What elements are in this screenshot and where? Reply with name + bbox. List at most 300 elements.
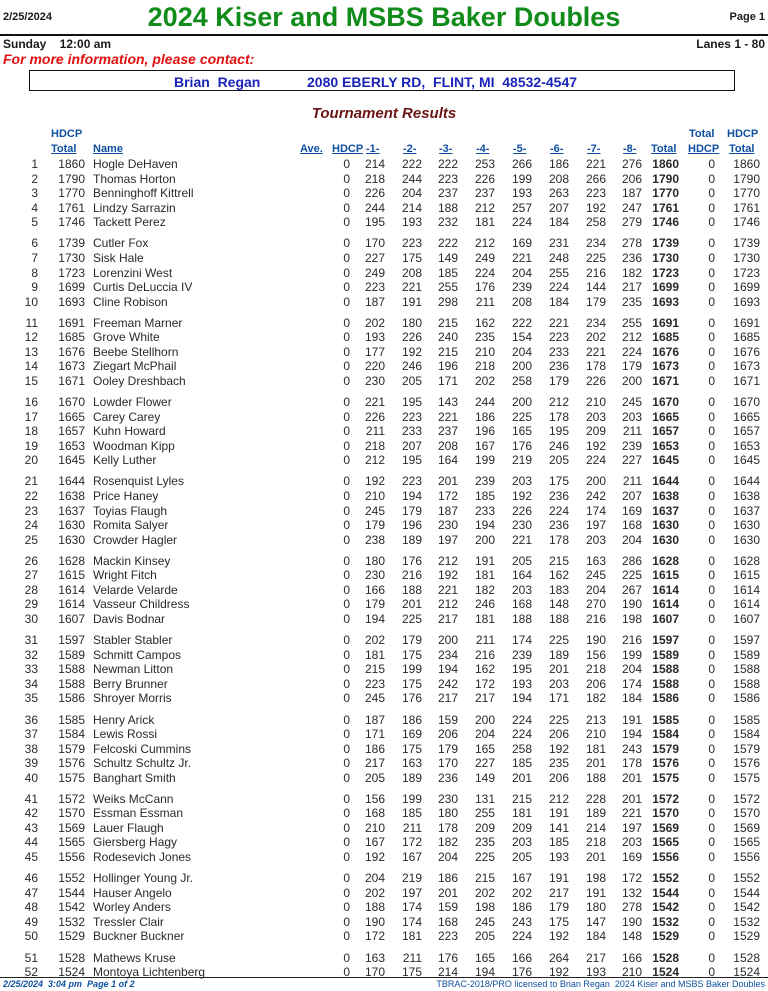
cell-hdcp: 0 [343, 806, 350, 821]
cell-total: 1576 [652, 756, 679, 771]
lanes-range: Lanes 1 - 80 [696, 37, 765, 51]
table-row [0, 295, 768, 309]
cell-total: 1588 [652, 676, 679, 691]
cell-game-7: 201 [585, 850, 606, 864]
cell-game-3: 232 [437, 215, 458, 230]
cell-total-hdcp: 0 [708, 612, 715, 626]
cell-game-4: 181 [474, 568, 495, 583]
cell-game-2: 233 [401, 424, 422, 439]
cell-game-4: 194 [474, 965, 495, 980]
cell-game-7: 200 [585, 474, 606, 489]
cell-game-3: 196 [437, 359, 458, 374]
cell-game-8: 194 [621, 727, 642, 741]
cell-game-1: 215 [364, 662, 385, 677]
cell-game-6: 179 [548, 900, 569, 915]
cell-rank: 43 [24, 820, 38, 835]
cell-game-2: 222 [401, 157, 422, 171]
cell-total-hdcp: 0 [708, 791, 715, 806]
cell-game-3: 298 [437, 294, 458, 309]
cell-game-6: 189 [548, 647, 569, 662]
cell-hdcp-total: 1685 [58, 330, 85, 345]
cell-game-8: 212 [621, 330, 642, 345]
table-row [0, 533, 768, 547]
cell-rank: 48 [24, 900, 38, 915]
cell-game-4: 172 [474, 676, 495, 691]
cell-game-6: 217 [548, 885, 569, 900]
cell-hdcp-total: 1673 [58, 359, 85, 374]
cell-team-name: Worley Anders [93, 900, 171, 915]
cell-game-6: 224 [548, 280, 569, 294]
cell-hdcp: 0 [343, 885, 350, 900]
cell-hdcp-total: 1630 [58, 518, 85, 533]
cell-game-2: 199 [401, 791, 422, 806]
cell-game-8: 178 [621, 756, 642, 771]
cell-game-6: 178 [548, 409, 569, 424]
cell-game-3: 242 [437, 676, 458, 691]
cell-team-name: Grove White [93, 330, 160, 345]
cell-game-7: 144 [585, 280, 606, 294]
cell-game-1: 172 [364, 929, 385, 944]
cell-game-7: 178 [585, 359, 606, 374]
cell-hdcp-total: 1532 [58, 914, 85, 929]
cell-game-2: 192 [401, 344, 422, 359]
cell-game-8: 279 [621, 215, 642, 230]
cell-game-2: 205 [401, 373, 422, 388]
cell-game-4: 181 [474, 612, 495, 626]
cell-team-name: Lorenzini West [93, 265, 173, 280]
cell-game-5: 243 [511, 914, 532, 929]
table-row [0, 215, 768, 229]
cell-hdcp-total-final: 1761 [733, 200, 760, 215]
cell-rank: 30 [24, 612, 38, 626]
cell-game-6: 148 [548, 597, 569, 612]
cell-game-6: 141 [548, 820, 569, 835]
cell-total-hdcp: 0 [708, 215, 715, 230]
cell-hdcp: 0 [343, 900, 350, 915]
cell-hdcp-total-final: 1670 [733, 395, 760, 410]
cell-game-3: 188 [437, 200, 458, 215]
cell-game-7: 225 [585, 250, 606, 265]
cell-total: 1630 [652, 518, 679, 533]
cell-game-7: 234 [585, 315, 606, 330]
cell-game-8: 211 [622, 424, 642, 439]
cell-game-2: 216 [401, 568, 422, 583]
cell-game-6: 185 [548, 835, 569, 850]
cell-game-4: 210 [474, 344, 495, 359]
cell-game-3: 212 [437, 553, 458, 568]
cell-team-name: Price Haney [93, 488, 159, 503]
cell-game-5: 258 [511, 373, 532, 388]
table-row [0, 951, 768, 965]
cell-rank: 20 [24, 453, 38, 468]
cell-hdcp-total: 1584 [58, 727, 85, 741]
cell-game-6: 205 [548, 453, 569, 468]
cell-hdcp-total: 1570 [58, 806, 85, 821]
cell-game-5: 167 [511, 871, 532, 886]
cell-hdcp-total: 1585 [58, 712, 85, 727]
col-game-8: -8- [623, 143, 637, 155]
cell-team-name: Tackett Perez [93, 215, 166, 230]
table-row [0, 929, 768, 943]
cell-hdcp: 0 [343, 359, 350, 374]
cell-game-3: 164 [437, 453, 458, 468]
table-row [0, 792, 768, 806]
cell-total-hdcp: 0 [708, 568, 715, 583]
cell-game-4: 186 [474, 409, 495, 424]
cell-game-6: 236 [548, 359, 569, 374]
cell-hdcp: 0 [343, 950, 350, 965]
cell-game-4: 255 [474, 806, 495, 821]
cell-total-hdcp: 0 [708, 741, 715, 756]
cell-game-5: 204 [511, 344, 532, 359]
cell-game-1: 212 [364, 453, 385, 468]
cell-game-4: 235 [474, 835, 495, 850]
cell-game-3: 237 [437, 424, 458, 439]
cell-game-2: 188 [401, 582, 422, 597]
footer-divider [0, 977, 768, 978]
cell-rank: 14 [24, 359, 38, 374]
cell-game-3: 214 [437, 965, 458, 980]
cell-hdcp-total: 1588 [58, 676, 85, 691]
cell-game-5: 239 [511, 647, 532, 662]
cell-game-2: 163 [401, 756, 422, 771]
cell-game-4: 204 [474, 727, 495, 741]
col-game-4: -4- [476, 143, 490, 155]
cell-game-6: 223 [548, 330, 569, 345]
cell-game-4: 149 [474, 770, 495, 785]
cell-game-3: 159 [437, 900, 458, 915]
cell-total-hdcp: 0 [708, 582, 715, 597]
cell-game-6: 233 [548, 344, 569, 359]
cell-hdcp-total-final: 1685 [733, 330, 760, 345]
cell-game-1: 223 [364, 280, 385, 294]
cell-hdcp-total-final: 1645 [733, 453, 760, 468]
cell-hdcp-total-final: 1790 [733, 171, 760, 186]
cell-game-1: 210 [364, 820, 385, 835]
cell-total: 1597 [652, 633, 679, 648]
cell-game-1: 187 [364, 712, 385, 727]
cell-game-1: 186 [364, 741, 385, 756]
cell-hdcp: 0 [343, 315, 350, 330]
cell-game-3: 208 [437, 438, 458, 453]
cell-game-3: 185 [437, 265, 458, 280]
cell-game-4: 165 [474, 950, 495, 965]
cell-game-6: 178 [548, 532, 569, 547]
cell-game-7: 198 [585, 871, 606, 886]
cell-game-1: 179 [364, 597, 385, 612]
cell-game-2: 189 [401, 532, 422, 547]
cell-hdcp-total-final: 1544 [733, 885, 760, 900]
cell-game-3: 197 [437, 532, 458, 547]
cell-hdcp-total: 1665 [58, 409, 85, 424]
cell-game-1: 181 [364, 647, 385, 662]
cell-game-1: 156 [364, 791, 385, 806]
cell-total: 1653 [652, 438, 679, 453]
col-hdcp-total-bottom: Total [51, 143, 77, 155]
cell-game-2: 175 [401, 741, 422, 756]
table-row [0, 410, 768, 424]
cell-hdcp-total-final: 1860 [733, 157, 760, 171]
cell-hdcp-total-final: 1746 [733, 215, 760, 230]
cell-game-2: 219 [401, 871, 422, 886]
cell-total: 1730 [652, 250, 679, 265]
cell-game-5: 176 [511, 438, 532, 453]
cell-rank: 4 [31, 200, 38, 215]
cell-game-5: 224 [511, 727, 532, 741]
cell-game-2: 180 [401, 315, 422, 330]
cell-hdcp-total-final: 1628 [733, 553, 760, 568]
cell-game-7: 203 [585, 532, 606, 547]
cell-hdcp-total: 1607 [58, 612, 85, 626]
cell-rank: 26 [24, 553, 38, 568]
cell-game-5: 222 [511, 315, 532, 330]
table-row [0, 583, 768, 597]
cell-game-4: 218 [474, 359, 495, 374]
cell-total: 1585 [652, 712, 679, 727]
table-row [0, 266, 768, 280]
table-row [0, 201, 768, 215]
cell-hdcp: 0 [343, 438, 350, 453]
cell-hdcp-total-final: 1630 [733, 532, 760, 547]
cell-rank: 13 [24, 344, 38, 359]
cell-game-8: 182 [621, 265, 642, 280]
cell-total: 1693 [652, 294, 679, 309]
table-row [0, 424, 768, 438]
cell-total: 1614 [652, 582, 679, 597]
cell-game-4: 239 [474, 474, 495, 489]
cell-total: 1723 [652, 265, 679, 280]
cell-team-name: Mackin Kinsey [93, 553, 171, 568]
cell-rank: 37 [24, 727, 38, 741]
cell-game-3: 171 [437, 373, 458, 388]
cell-hdcp-total: 1676 [58, 344, 85, 359]
cell-total-hdcp: 0 [708, 157, 715, 171]
table-row [0, 395, 768, 409]
cell-game-8: 200 [621, 373, 642, 388]
cell-game-7: 213 [585, 712, 606, 727]
table-row [0, 280, 768, 294]
cell-hdcp: 0 [343, 662, 350, 677]
cell-team-name: Toyias Flaugh [93, 503, 168, 518]
cell-rank: 18 [24, 424, 38, 439]
cell-hdcp: 0 [343, 835, 350, 850]
table-row [0, 330, 768, 344]
cell-game-2: 174 [401, 914, 422, 929]
cell-rank: 15 [24, 373, 38, 388]
cell-game-5: 199 [511, 171, 532, 186]
table-row [0, 850, 768, 864]
cell-team-name: Freeman Marner [93, 315, 183, 330]
cell-game-5: 176 [511, 965, 532, 980]
cell-hdcp-total: 1572 [58, 791, 85, 806]
cell-hdcp: 0 [343, 330, 350, 345]
table-row [0, 236, 768, 250]
cell-hdcp-total-final: 1588 [733, 662, 760, 677]
cell-total: 1528 [652, 950, 679, 965]
cell-game-5: 219 [511, 453, 532, 468]
cell-hdcp-total-final: 1770 [733, 186, 760, 201]
cell-hdcp-total-final: 1552 [733, 871, 760, 886]
cell-total: 1607 [652, 612, 679, 626]
cell-game-7: 181 [585, 741, 606, 756]
report-date: 2/25/2024 [3, 11, 52, 23]
cell-hdcp-total: 1746 [58, 215, 85, 230]
cell-hdcp-total: 1542 [58, 900, 85, 915]
cell-team-name: Berry Brunner [93, 676, 168, 691]
cell-hdcp-total: 1588 [58, 662, 85, 677]
cell-game-3: 206 [437, 727, 458, 741]
cell-game-5: 166 [511, 950, 532, 965]
cell-rank: 8 [31, 265, 38, 280]
cell-game-8: 190 [621, 597, 642, 612]
cell-game-1: 163 [364, 950, 385, 965]
cell-game-8: 169 [621, 503, 642, 518]
cell-rank: 39 [24, 756, 38, 771]
cell-hdcp-total: 1723 [58, 265, 85, 280]
cell-game-1: 220 [364, 359, 385, 374]
cell-hdcp: 0 [343, 215, 350, 230]
cell-team-name: Davis Bodnar [93, 612, 166, 626]
cell-team-name: Velarde Velarde [93, 582, 178, 597]
cell-game-2: 179 [401, 633, 422, 648]
cell-hdcp-total-final: 1673 [733, 359, 760, 374]
cell-rank: 1 [31, 157, 38, 171]
cell-total-hdcp: 0 [708, 597, 715, 612]
cell-rank: 22 [24, 488, 38, 503]
cell-game-7: 266 [585, 171, 606, 186]
cell-game-4: 215 [474, 871, 495, 886]
table-row [0, 900, 768, 914]
cell-hdcp: 0 [343, 597, 350, 612]
cell-game-5: 215 [511, 791, 532, 806]
cell-hdcp-total-final: 1589 [733, 647, 760, 662]
cell-game-8: 211 [622, 474, 642, 489]
cell-total: 1572 [652, 791, 679, 806]
table-row [0, 871, 768, 885]
cell-game-8: 174 [621, 676, 642, 691]
cell-game-6: 195 [548, 424, 569, 439]
cell-rank: 3 [31, 186, 38, 201]
cell-game-2: 185 [401, 806, 422, 821]
cell-rank: 46 [24, 871, 38, 886]
cell-hdcp: 0 [343, 157, 350, 171]
cell-game-7: 270 [585, 597, 606, 612]
cell-total-hdcp: 0 [708, 171, 715, 186]
cell-team-name: Weiks McCann [93, 791, 174, 806]
col-total: Total [651, 143, 677, 155]
cell-hdcp-total: 1637 [58, 503, 85, 518]
cell-hdcp: 0 [343, 965, 350, 980]
cell-rank: 12 [24, 330, 38, 345]
cell-game-1: 177 [364, 344, 385, 359]
table-row [0, 691, 768, 705]
cell-hdcp: 0 [343, 791, 350, 806]
cell-total-hdcp: 0 [708, 820, 715, 835]
cell-hdcp-total: 1552 [58, 871, 85, 886]
cell-team-name: Lowder Flower [93, 395, 172, 410]
cell-game-6: 235 [548, 756, 569, 771]
cell-hdcp-total-final: 1691 [733, 315, 760, 330]
cell-game-8: 201 [621, 791, 642, 806]
cell-total: 1614 [652, 597, 679, 612]
cell-hdcp-total-final: 1671 [733, 373, 760, 388]
cell-hdcp: 0 [343, 265, 350, 280]
footer-license: TBRAC-2018/PRO licensed to Brian Regan 2024 Kiser and MSBS Baker Doubles [436, 979, 765, 989]
table-row [0, 677, 768, 691]
cell-total: 1542 [652, 900, 679, 915]
results-title: Tournament Results [311, 105, 457, 122]
cell-game-1: 217 [364, 756, 385, 771]
cell-game-3: 200 [437, 633, 458, 648]
cell-game-1: 168 [364, 806, 385, 821]
cell-rank: 36 [24, 712, 38, 727]
cell-game-2: 172 [401, 835, 422, 850]
table-row [0, 439, 768, 453]
cell-total: 1637 [652, 503, 679, 518]
cell-hdcp-total: 1628 [58, 553, 85, 568]
cell-hdcp-total: 1544 [58, 885, 85, 900]
cell-rank: 11 [25, 315, 38, 330]
cell-hdcp-total: 1860 [58, 157, 85, 171]
cell-game-2: 201 [401, 597, 422, 612]
cell-total-hdcp: 0 [708, 344, 715, 359]
cell-hdcp-total: 1739 [58, 236, 85, 251]
table-row [0, 157, 768, 171]
cell-game-7: 218 [585, 835, 606, 850]
cell-game-3: 168 [437, 914, 458, 929]
cell-total: 1565 [652, 835, 679, 850]
cell-hdcp-total: 1579 [58, 741, 85, 756]
cell-total: 1761 [652, 200, 679, 215]
cell-hdcp: 0 [343, 871, 350, 886]
cell-team-name: Ziegart McPhail [93, 359, 177, 374]
cell-game-4: 196 [474, 424, 495, 439]
cell-game-3: 201 [437, 474, 458, 489]
cell-total-hdcp: 0 [708, 647, 715, 662]
cell-game-1: 221 [364, 395, 385, 410]
cell-total-hdcp: 0 [708, 409, 715, 424]
cell-hdcp: 0 [343, 424, 350, 439]
cell-game-4: 224 [474, 265, 495, 280]
cell-game-1: 190 [364, 914, 385, 929]
col-game-6: -6- [550, 143, 564, 155]
col-hdcp-total2-bottom: Total [729, 143, 755, 155]
cell-game-8: 148 [621, 929, 642, 944]
cell-hdcp-total: 1614 [58, 582, 85, 597]
cell-game-8: 236 [621, 250, 642, 265]
cell-total: 1670 [652, 395, 679, 410]
cell-hdcp-total: 1638 [58, 488, 85, 503]
cell-game-4: 212 [474, 200, 495, 215]
cell-total: 1579 [652, 741, 679, 756]
table-row [0, 727, 768, 741]
cell-game-5: 257 [511, 200, 532, 215]
cell-game-1: 171 [364, 727, 385, 741]
cell-game-4: 176 [474, 280, 495, 294]
cell-game-7: 192 [585, 200, 606, 215]
cell-hdcp-total-final: 1524 [733, 965, 760, 980]
cell-game-7: 242 [585, 488, 606, 503]
cell-game-8: 203 [621, 409, 642, 424]
table-row [0, 251, 768, 265]
cell-game-8: 255 [621, 315, 642, 330]
cell-game-4: 194 [474, 518, 495, 533]
cell-game-2: 199 [401, 662, 422, 677]
cell-game-6: 225 [548, 712, 569, 727]
cell-hdcp: 0 [343, 582, 350, 597]
cell-game-4: 212 [474, 236, 495, 251]
cell-total-hdcp: 0 [708, 280, 715, 294]
